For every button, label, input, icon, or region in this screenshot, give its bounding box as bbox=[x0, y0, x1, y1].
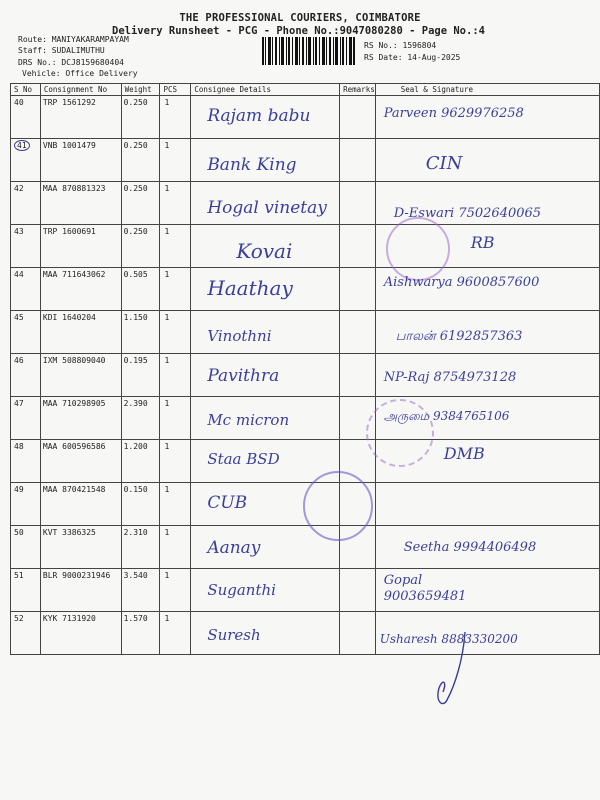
seal-cell bbox=[375, 397, 599, 440]
table-row bbox=[11, 96, 600, 139]
rs-date: RS Date: 14-Aug-2025 bbox=[364, 53, 461, 62]
weight-cell: 2.310 bbox=[121, 526, 160, 569]
consignee-handwriting: Aanay bbox=[207, 538, 261, 558]
runsheet-table bbox=[10, 83, 600, 655]
consignee-handwriting: Staa BSD bbox=[207, 450, 280, 468]
consignee-handwriting: Pavithra bbox=[207, 366, 280, 386]
remarks-cell bbox=[340, 354, 376, 397]
weight-cell: 0.150 bbox=[121, 483, 160, 526]
seal-cell bbox=[375, 569, 599, 612]
consignee-cell bbox=[191, 526, 340, 569]
remarks-cell bbox=[340, 612, 376, 655]
signature-handwriting: Aishwarya 9600857600 bbox=[383, 275, 540, 290]
pcs-cell: 1 bbox=[160, 311, 191, 354]
consignee-handwriting: Mc micron bbox=[207, 411, 290, 429]
drs-number: DRS No.: DCJ8159680404 bbox=[18, 58, 124, 67]
sno-cell: 46 bbox=[11, 354, 41, 397]
sno-cell: 42 bbox=[11, 182, 41, 225]
consignment-cell: KDI 1640204 bbox=[40, 311, 121, 354]
table-row bbox=[11, 268, 600, 311]
weight-cell: 0.250 bbox=[121, 225, 160, 268]
signature-scribble bbox=[425, 630, 485, 710]
consignment-cell: KVT 3386325 bbox=[40, 526, 121, 569]
consignment-cell: MAA 710298905 bbox=[40, 397, 121, 440]
seal-cell bbox=[375, 440, 599, 483]
consignment-cell: IXM 508809040 bbox=[40, 354, 121, 397]
seal-cell bbox=[375, 526, 599, 569]
consignment-cell: KYK 7131920 bbox=[40, 612, 121, 655]
col-consignment: Consignment No bbox=[40, 84, 121, 96]
sno-cell: 45 bbox=[11, 311, 41, 354]
consignee-cell bbox=[191, 311, 340, 354]
col-consignee: Consignee Details bbox=[191, 84, 340, 96]
signature-handwriting: Parveen 9629976258 bbox=[383, 106, 524, 121]
pcs-cell: 1 bbox=[160, 182, 191, 225]
pcs-cell: 1 bbox=[160, 397, 191, 440]
remarks-cell bbox=[340, 139, 376, 182]
weight-cell: 0.250 bbox=[121, 96, 160, 139]
pcs-cell: 1 bbox=[160, 268, 191, 311]
pcs-cell: 1 bbox=[160, 440, 191, 483]
signature-handwriting: பாலன் 6192857363 bbox=[395, 329, 523, 344]
consignee-handwriting: Hogal vinetay bbox=[207, 198, 327, 218]
consignee-cell bbox=[191, 268, 340, 311]
table-row bbox=[11, 225, 600, 268]
signature-handwriting: Usharesh 8883330200 bbox=[379, 632, 518, 646]
consignee-handwriting: Vinothni bbox=[207, 327, 272, 345]
seal-cell bbox=[375, 311, 599, 354]
consignment-cell: VNB 1001479 bbox=[40, 139, 121, 182]
table-row bbox=[11, 569, 600, 612]
consignment-cell: BLR 9000231946 bbox=[40, 569, 121, 612]
sno-cell: 52 bbox=[11, 612, 41, 655]
weight-cell: 1.200 bbox=[121, 440, 160, 483]
document-title: THE PROFESSIONAL COURIERS, COIMBATORE bbox=[179, 12, 421, 24]
remarks-cell bbox=[340, 311, 376, 354]
signature-handwriting: RB bbox=[470, 233, 495, 252]
table-row bbox=[11, 440, 600, 483]
table-row bbox=[11, 182, 600, 225]
remarks-cell bbox=[340, 225, 376, 268]
pcs-cell: 1 bbox=[160, 526, 191, 569]
remarks-cell bbox=[340, 268, 376, 311]
document-subtitle: Delivery Runsheet - PCG - Phone No.:9047080280 - Page No.:4 bbox=[112, 25, 485, 37]
route-label: Route: MANIYAKARAMPAYAM bbox=[18, 35, 129, 44]
sno-cell: 40 bbox=[11, 96, 41, 139]
col-pcs: PCS bbox=[160, 84, 191, 96]
pcs-cell: 1 bbox=[160, 225, 191, 268]
seal-cell bbox=[375, 225, 599, 268]
weight-cell: 1.570 bbox=[121, 612, 160, 655]
pcs-cell: 1 bbox=[160, 139, 191, 182]
barcode bbox=[262, 37, 356, 65]
pcs-cell: 1 bbox=[160, 96, 191, 139]
table-row bbox=[11, 311, 600, 354]
consignee-handwriting: Suganthi bbox=[207, 581, 276, 599]
remarks-cell bbox=[340, 569, 376, 612]
consignee-cell bbox=[191, 354, 340, 397]
weight-cell: 0.250 bbox=[121, 182, 160, 225]
weight-cell: 0.195 bbox=[121, 354, 160, 397]
sno-cell: 47 bbox=[11, 397, 41, 440]
consignment-cell: MAA 870421548 bbox=[40, 483, 121, 526]
consignment-cell: MAA 870881323 bbox=[40, 182, 121, 225]
sno-cell bbox=[11, 139, 41, 182]
table-row bbox=[11, 483, 600, 526]
consignee-cell bbox=[191, 440, 340, 483]
consignee-cell bbox=[191, 397, 340, 440]
consignee-cell bbox=[191, 483, 340, 526]
seal-cell bbox=[375, 612, 599, 655]
sno-cell: 43 bbox=[11, 225, 41, 268]
sno-cell: 48 bbox=[11, 440, 41, 483]
consignee-handwriting: CUB bbox=[207, 493, 248, 513]
sno-cell: 51 bbox=[11, 569, 41, 612]
signature-handwriting: DMB bbox=[443, 444, 485, 463]
rs-number: RS No.: 1596804 bbox=[364, 41, 437, 50]
signature-handwriting: D-Eswari 7502640065 bbox=[393, 206, 542, 221]
consignee-handwriting: Suresh bbox=[207, 626, 261, 644]
pcs-cell: 1 bbox=[160, 354, 191, 397]
table-row bbox=[11, 397, 600, 440]
consignment-cell: MAA 600596586 bbox=[40, 440, 121, 483]
table-header-row bbox=[11, 84, 600, 96]
consignee-handwriting: Bank King bbox=[207, 155, 297, 175]
sno-cell: 49 bbox=[11, 483, 41, 526]
signature-handwriting: Seetha 9994406498 bbox=[403, 540, 537, 555]
weight-cell: 0.505 bbox=[121, 268, 160, 311]
consignee-handwriting: Haathay bbox=[207, 276, 293, 300]
signature-handwriting: CIN bbox=[425, 153, 463, 174]
seal-cell bbox=[375, 354, 599, 397]
col-remarks: Remarks bbox=[340, 84, 376, 96]
weight-cell: 0.250 bbox=[121, 139, 160, 182]
consignee-cell bbox=[191, 569, 340, 612]
table-row bbox=[11, 612, 600, 655]
weight-cell: 2.390 bbox=[121, 397, 160, 440]
seal-cell bbox=[375, 96, 599, 139]
pcs-cell: 1 bbox=[160, 612, 191, 655]
consignee-cell bbox=[191, 96, 340, 139]
consignee-cell bbox=[191, 612, 340, 655]
col-sno: S No bbox=[11, 84, 41, 96]
weight-cell: 1.150 bbox=[121, 311, 160, 354]
consignment-cell: TRP 1561292 bbox=[40, 96, 121, 139]
remarks-cell bbox=[340, 96, 376, 139]
seal-cell bbox=[375, 139, 599, 182]
consignee-handwriting: Rajam babu bbox=[207, 106, 311, 126]
seal-cell bbox=[375, 268, 599, 311]
table-row bbox=[11, 526, 600, 569]
table-row bbox=[11, 139, 600, 182]
circled-sno: 41 bbox=[14, 140, 30, 151]
pcs-cell: 1 bbox=[160, 569, 191, 612]
consignment-cell: MAA 711643062 bbox=[40, 268, 121, 311]
remarks-cell bbox=[340, 182, 376, 225]
consignment-cell: TRP 1600691 bbox=[40, 225, 121, 268]
signature-handwriting: அருமை 9384765106 bbox=[383, 409, 510, 423]
sno-cell: 44 bbox=[11, 268, 41, 311]
pcs-cell: 1 bbox=[160, 483, 191, 526]
consignee-cell bbox=[191, 182, 340, 225]
signature-handwriting: NP-Raj 8754973128 bbox=[383, 370, 517, 385]
sno-cell: 50 bbox=[11, 526, 41, 569]
consignee-handwriting: Kovai bbox=[236, 239, 293, 263]
staff-label: Staff: SUDALIMUTHU bbox=[18, 46, 105, 55]
col-seal: Seal & Signature bbox=[375, 84, 599, 96]
signature-handwriting: Gopal 9003659481 bbox=[383, 573, 467, 604]
vehicle-label: Vehicle: Office Delivery bbox=[22, 69, 138, 78]
table-row bbox=[11, 354, 600, 397]
col-weight: Weight bbox=[121, 84, 160, 96]
seal-cell bbox=[375, 483, 599, 526]
consignee-cell bbox=[191, 139, 340, 182]
weight-cell: 3.540 bbox=[121, 569, 160, 612]
consignee-cell bbox=[191, 225, 340, 268]
